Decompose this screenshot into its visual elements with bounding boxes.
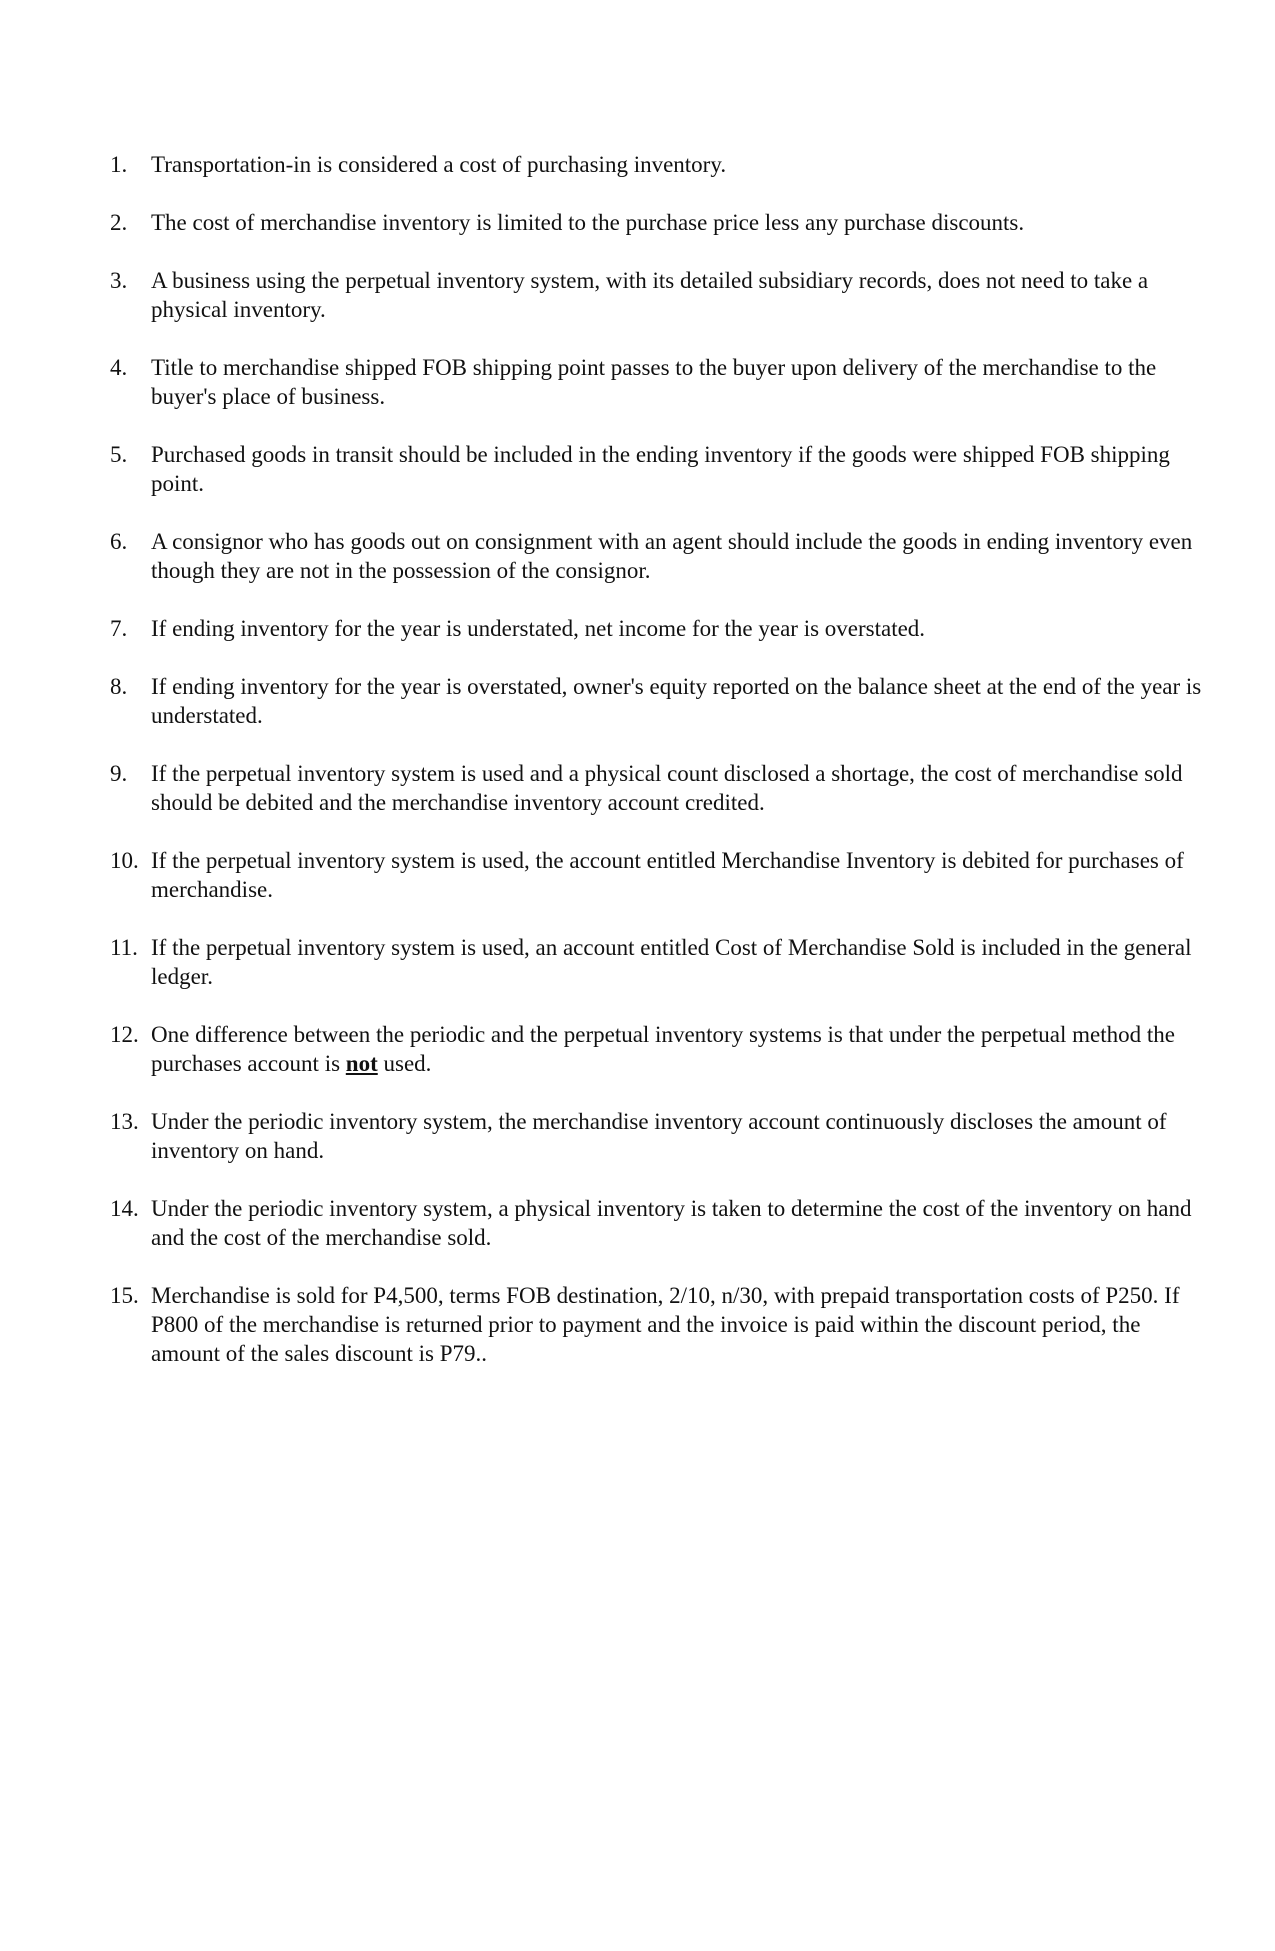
question-number: 4. xyxy=(110,355,128,380)
question-item xyxy=(110,208,1210,237)
question-item xyxy=(110,1107,1210,1165)
question-item xyxy=(110,846,1210,904)
question-text: Transportation-in is considered a cost of purchasing inventory. xyxy=(151,152,727,177)
question-text: If ending inventory for the year is overstated, owner's equity reported on the balance sheet at the end of the year is understated. xyxy=(151,674,1202,728)
question-number: 10. xyxy=(110,848,139,873)
question-item xyxy=(110,1281,1210,1368)
question-text: Purchased goods in transit should be included in the ending inventory if the goods were shipped FOB shipping point. xyxy=(151,442,1170,496)
question-number: 15. xyxy=(110,1283,139,1308)
question-text: A business using the perpetual inventory system, with its detailed subsidiary records, does not need to take a physical inventory. xyxy=(151,268,1149,322)
emphasized-word: not xyxy=(345,1051,378,1076)
question-text: A consignor who has goods out on consignment with an agent should include the goods in ending inventory even though they are not in the possession of the consignor. xyxy=(151,529,1193,583)
question-item xyxy=(110,1194,1210,1252)
question-item xyxy=(110,150,1210,179)
question-text-before: One difference between the periodic and the perpetual inventory systems is that under the perpetual method the purchases account is xyxy=(151,1022,1175,1076)
question-number: 12. xyxy=(110,1022,139,1047)
question-item xyxy=(110,527,1210,585)
question-item xyxy=(110,614,1210,643)
true-false-question-list xyxy=(110,150,1210,1397)
question-text: If the perpetual inventory system is used, an account entitled Cost of Merchandise Sold is included in the general ledger. xyxy=(151,935,1192,989)
question-number: 11. xyxy=(110,935,138,960)
question-item xyxy=(110,1020,1210,1078)
question-text: Under the periodic inventory system, a physical inventory is taken to determine the cost of the inventory on hand and the cost of the merchandise sold. xyxy=(151,1196,1192,1250)
question-text: If ending inventory for the year is understated, net income for the year is overstated. xyxy=(151,616,926,641)
question-number: 6. xyxy=(110,529,128,554)
question-text: Title to merchandise shipped FOB shipping point passes to the buyer upon delivery of the merchandise to the buyer's place of business. xyxy=(151,355,1157,409)
question-item xyxy=(110,353,1210,411)
question-item xyxy=(110,759,1210,817)
question-number: 13. xyxy=(110,1109,139,1134)
question-number: 14. xyxy=(110,1196,139,1221)
question-item xyxy=(110,440,1210,498)
question-number: 3. xyxy=(110,268,128,293)
question-number: 2. xyxy=(110,210,128,235)
question-text: If the perpetual inventory system is used, the account entitled Merchandise Inventory is debited for purchases of merchandise. xyxy=(151,848,1184,902)
question-number: 9. xyxy=(110,761,128,786)
question-number: 8. xyxy=(110,674,128,699)
question-text-after: used. xyxy=(377,1051,432,1076)
question-number: 1. xyxy=(110,152,128,177)
question-number: 5. xyxy=(110,442,128,467)
question-text: Merchandise is sold for P4,500, terms FOB destination, 2/10, n/30, with prepaid transportation costs of P250. If P800 of the merchandise is returned prior to payment and the invoice is paid within the discount period, the amount of the sales discount is P79.. xyxy=(151,1283,1180,1366)
question-text: Under the periodic inventory system, the merchandise inventory account continuously discloses the amount of inventory on hand. xyxy=(151,1109,1167,1163)
question-text: The cost of merchandise inventory is limited to the purchase price less any purchase discounts. xyxy=(151,210,1025,235)
question-number: 7. xyxy=(110,616,128,641)
question-text xyxy=(151,1020,1210,1078)
question-text: If the perpetual inventory system is used and a physical count disclosed a shortage, the cost of merchandise sold should be debited and the merchandise inventory account credited. xyxy=(151,761,1183,815)
question-item xyxy=(110,266,1210,324)
question-item xyxy=(110,933,1210,991)
question-item xyxy=(110,672,1210,730)
